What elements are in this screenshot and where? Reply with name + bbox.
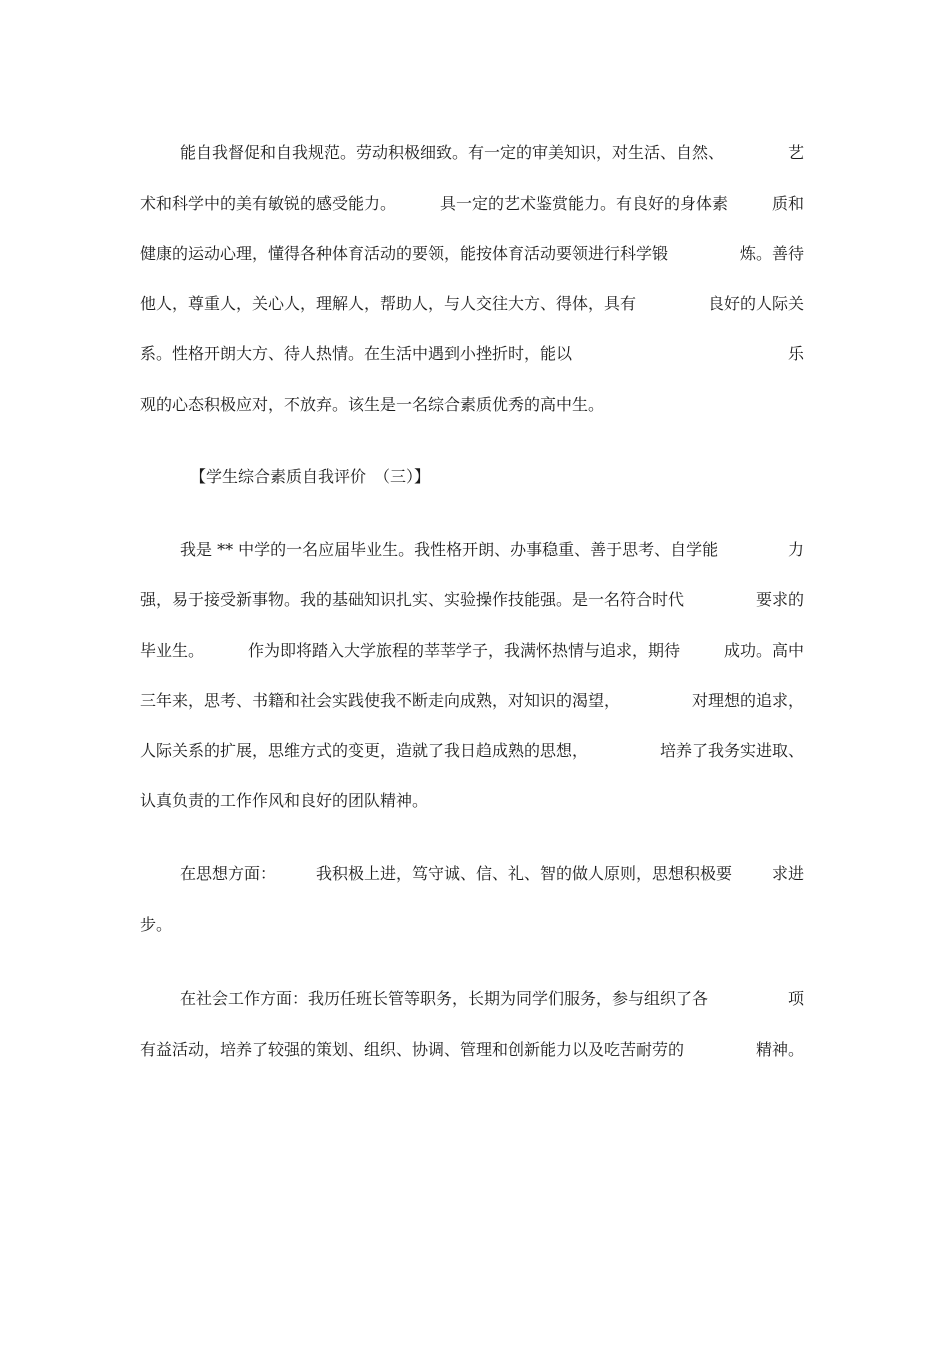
text-segment: 良好的人际关 — [707, 294, 804, 313]
text-segment: 我积极上进，笃守诚、信、礼、智的做人原则，思想积极要 — [315, 864, 732, 883]
paragraph-2-line-6 — [140, 791, 804, 811]
paragraph-1-line-1 — [180, 143, 804, 163]
paragraph-2-line-4 — [140, 691, 804, 711]
paragraph-1-line-5 — [140, 344, 804, 364]
text-segment: 在思想方面： — [180, 864, 277, 883]
text-segment: 术和科学中的美有敏锐的感受能力。 — [140, 194, 397, 213]
text-segment: 步。 — [140, 915, 173, 934]
text-segment: 认真负责的工作作风和良好的团队精神。 — [140, 791, 429, 810]
text-segment: 质和 — [771, 194, 804, 213]
text-segment: 健康的运动心理，懂得各种体育活动的要领，能按体育活动要领进行科学锻 — [140, 244, 669, 263]
text-segment: 作为即将踏入大学旅程的莘莘学子，我满怀热情与追求，期待 — [247, 641, 680, 660]
paragraph-1-line-3 — [140, 244, 804, 264]
text-segment: 具一定的艺术鉴赏能力。有良好的身体素 — [439, 194, 728, 213]
paragraph-1-line-2 — [140, 194, 804, 214]
text-segment: 力 — [787, 540, 804, 559]
text-segment: 系。性格开朗大方、待人热情。在生活中遇到小挫折时，能以 — [140, 344, 573, 363]
text-segment: 培养了我务实进取、 — [659, 741, 804, 760]
text-segment: 在社会工作方面：我历任班长管等职务，长期为同学们服务，参与组织了各 — [180, 989, 709, 1008]
text-segment: 精神。 — [755, 1040, 804, 1059]
text-segment: 成功。高中 — [723, 641, 804, 660]
paragraph-4-line-1 — [180, 989, 804, 1009]
paragraph-1-line-6 — [140, 395, 804, 415]
text-segment: 项 — [787, 989, 804, 1008]
section-heading: 【学生综合素质自我评价 （三）】 — [190, 467, 431, 486]
text-segment: 对理想的追求， — [691, 691, 804, 710]
text-segment: 毕业生。 — [140, 641, 205, 660]
paragraph-3-line-2 — [140, 915, 804, 935]
text-segment: 强，易于接受新事物。我的基础知识扎实、实验操作技能强。是一名符合时代 — [140, 590, 685, 609]
paragraph-2-line-2 — [140, 590, 804, 610]
paragraph-3-line-1 — [180, 864, 804, 884]
text-segment: 三年来，思考、书籍和社会实践使我不断走向成熟，对知识的渴望， — [140, 691, 621, 710]
text-segment: 有益活动，培养了较强的策划、组织、协调、管理和创新能力以及吃苦耐劳的 — [140, 1040, 685, 1059]
text-segment: 人际关系的扩展，思维方式的变更，造就了我日趋成熟的思想， — [140, 741, 589, 760]
text-segment: 观的心态积极应对，不放弃。该生是一名综合素质优秀的高中生。 — [140, 395, 605, 414]
text-segment: 我是 ** 中学的一名应届毕业生。我性格开朗、办事稳重、善于思考、自学能 — [180, 540, 719, 559]
paragraph-1-line-4 — [140, 294, 804, 314]
paragraph-2-line-5 — [140, 741, 804, 761]
text-segment: 他人，尊重人，关心人，理解人，帮助人，与人交往大方、得体，具有 — [140, 294, 637, 313]
paragraph-4-line-2 — [140, 1040, 804, 1060]
paragraph-2-line-1 — [180, 540, 804, 560]
text-segment: 艺 — [787, 143, 804, 162]
text-segment: 乐 — [787, 344, 804, 363]
text-segment: 求进 — [771, 864, 804, 883]
text-segment: 能自我督促和自我规范。劳动积极细致。有一定的审美知识，对生活、自然、 — [180, 143, 725, 162]
paragraph-2-line-3 — [140, 641, 804, 661]
text-segment: 炼。善待 — [739, 244, 804, 263]
text-segment: 要求的 — [755, 590, 804, 609]
